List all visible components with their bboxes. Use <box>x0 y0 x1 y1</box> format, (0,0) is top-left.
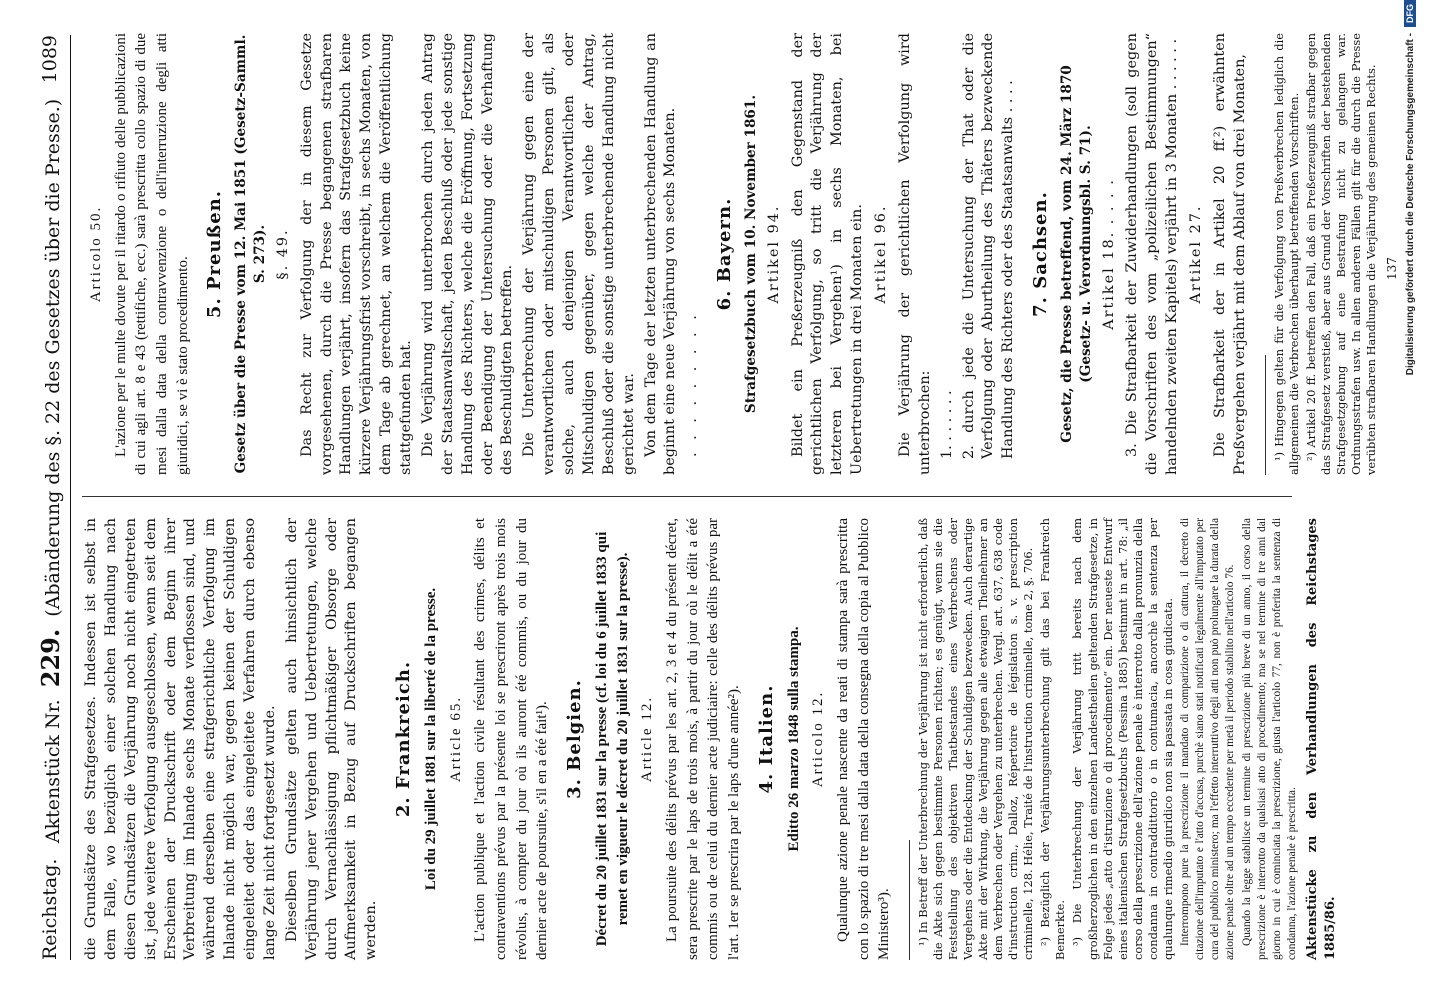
footnote-rule <box>1265 355 1266 475</box>
article-heading: §. 49. <box>274 228 291 280</box>
digitization-stamp <box>1395 0 1425 1000</box>
article-heading: Article 65. <box>447 695 464 783</box>
list-item: 1. . . . . . . <box>938 390 955 459</box>
law-title: Gesetz über die Presse vom 12. Mai 1851 (Gesetz-Samml. S. 273). <box>233 34 269 474</box>
footnote: ²) Artikel 20 ff. betreffen den Fall, daß ein Preßerzeugniß strafbar gegen das Strafgesetz verstieß, aber aus Grund der Vorschriften der bestehenden Strafgesetzgebung auf eine Bestrafung nicht zu gelangen war. Ordnungsstrafen usw. In allen anderen Fällen gilt für die durch die Presse verübten strafbaren Handlungen die Verjährung des gemeinen Rechts. <box>1303 33 1378 475</box>
footnote: ²) Bezüglich der Verjährungsunterbrechung gilt das bei Frankreich Bemerkte. <box>1038 518 1068 960</box>
paragraph: Die Unterbrechung der Verjährung gegen eine der verantwortlichen oder mitschuldigen Personen gilt, als solche, auch denjenigen Verantwortlichen oder Mitschuldigen gegenüber, gegen welche der Antrag, Beschluß oder die sonstige unterbrechende Handlung nicht gerichtet war. <box>521 33 637 475</box>
article-heading: Article 12. <box>639 695 656 783</box>
paragraph: Die Verjährung wird unterbrochen durch jeden Antrag der Staatsanwaltschaft, jeden Beschluß oder jede sonstige Handlung des Richters, welche die Eröffnung, Fortsetzung oder Beendigung der Untersuchung oder die Verhaftung des Beschuldigten betreffen. <box>419 33 516 475</box>
law-title: Gesetz, die Presse betreffend, vom 24. März 1870 (Gesetz- u. Verordnungsbl. S. 71). <box>1059 65 1094 443</box>
paragraph: Bildet ein Preßerzeugniß den Gegenstand der gerichtlichen Verfolgung, so tritt die Verjährung der letzteren bei Vergehen¹) in sechs Monaten, bei Uebertretungen in drei Monaten ein. <box>789 33 866 475</box>
paragraph: Die Strafbarkeit der in Artikel 20 ff.²) erwähnten Preßvergehen verjährt mit dem Ablauf von drei Monaten, <box>1211 33 1248 475</box>
header-prefix: Aktenstück Nr. <box>41 699 64 844</box>
stamp-text: Digitalisierung gefördert durch die Deutsche Forschungsgemeinschaft - <box>1404 33 1416 376</box>
left-column <box>82 518 1372 960</box>
paragraph: 3. Die Strafbarkeit der Zuwiderhandlungen (soll gegen die Vorschriften des vom „polizeilichen Bestimmungen“ handelnden zweiten Kapitels) verjährt in 3 Monaten . . . . . . <box>1124 33 1181 475</box>
paragraph: La poursuite des délits prévus par les art. 2, 3 et 4 du présent décret, sera prescrite par le laps de trois mois, à partir du jour où le délit a été commis ou de celui du dernier acte judiciaire: celle des délits prévus par l'art. 1er se prescrira par le laps d'une année²). <box>663 518 743 960</box>
page-number: 1089 <box>39 35 61 84</box>
header-title: (Abänderung des §. 22 des Gesetzes über die Presse.) <box>41 98 64 617</box>
closing-line: Aktenstücke zu den Verhandlungen des Reichstages 1885/86. <box>1305 518 1339 960</box>
article-heading: Artikel 27. <box>1188 204 1205 304</box>
footnote: Quando la legge stabilisce un termine di prescrizione più breve di un anno, il corso della prescrizione è interrotto da qualsiasi atto di procedimento; ma se nel termine di tre anni dal giorno in cui è cominciata la prescrizione, giusta l'articolo 77, non è proferita la sentenza di condanna, l'azione penale è prescritta. <box>1240 518 1299 960</box>
section-heading-prussia: 5. Preußen. <box>204 189 226 319</box>
article-heading: Articolo 12. <box>810 690 827 788</box>
article-heading: Artikel 96. <box>873 204 890 304</box>
list-item: 2. durch jede die Untersuchung der That oder die Verfolgung oder Aburtheilung des Thäters bezweckende Handlung des Richters oder des Staatsanwalts . . . . <box>960 33 1017 459</box>
footnote: ¹) Hingegen gelten für die Verfolgung von Preßverbrechen lediglich die allgemeinen die Verbrechen überhaupt betreffenden Vorschriften. <box>1271 33 1301 475</box>
law-title: Strafgesetzbuch vom 10. November 1861. <box>742 94 759 414</box>
article-heading: Articolo 50. <box>88 205 104 303</box>
column-divider <box>82 496 1292 497</box>
dfg-logo: DFG <box>1404 0 1416 27</box>
header-center <box>36 83 65 858</box>
page-header <box>30 35 71 960</box>
footnote: Interrompono pure la prescrizione il mandato di comparizione o di cattura, il decreto di citazione dell'imputato e l'atto d'accusa, purchè siano stati notificati legalmente all'imputato per cura del pubblico ministero; ma l'effetto interruttivo degli atti non può prolungare la durata della azione penale oltre ad un tempo eccedente per metà il periodo stabilito nell'articolo 76. <box>1178 518 1236 960</box>
footnote: ¹) In Betreff der Unterbrechung der Verjährung ist nicht erforderlich, daß die Akte sich gegen bestimmte Personen richten; es genügt, wenn sie die Feststellung des objektiven Thatbestandes eines Verbrechens oder Vergehens oder die Entdeckung der Schuldigen bezwecken. Auch derartige Akte mit der Wirkung, die Verjährung gegen alle etwaigen Theilnehmer an dem Verbrechen oder Vergehen zu unterbrechen. Vergl. art. 637, 638 code d'instruction crim., Dalloz, Répertoire de législation s. v. prescription criminelle, 128. Hélie, Traité de l'instruction criminelle, tome 2, §. 706. <box>915 518 1036 960</box>
paragraph: Qualunque azione penale nascente da reati di stampa sarà prescritta con lo spazio di tre mesi dalla data della consegna della copia al Pubblico Ministero³). <box>834 518 893 960</box>
ellipsis: . . . . . . . . . <box>684 311 701 457</box>
right-column <box>82 33 1378 475</box>
paragraph: L'action publique et l'action civile résultant des crimes, délits et contraventions prévus par la présente loi se prescriront après trois mois révolus, à compter du jour où ils auront été commis, ou du jour du dernier acte de poursuite, s'il en a été fait¹). <box>472 518 551 960</box>
law-title: Loi du 29 juillet 1881 sur la liberté de la presse. <box>422 587 439 891</box>
paragraph: Von dem Tage der letzten unterbrechenden Handlung an beginnt eine neue Verjährung von sechs Monaten. <box>642 33 679 475</box>
paragraph: L'azione per le multe dovute per il ritardo o rifiuto delle pubblicazioni di cui agli art. 8 e 43 (rettifiche, ecc.) sarà prescritta collo spazio di due mesi dalla data della contravvenzione o dell'interruzione degli atti giuridici, se vi è stato procedimento. <box>112 33 191 475</box>
paragraph: die Grundsätze des Strafgesetzes. Indessen ist selbst in dem Falle, wo bezüglich einer solchen Handlung nach diesen Grundsätzen die Verjährung noch nicht eingetreten ist, jede weitere Verfolgung ausgeschlossen, wenn seit dem Erscheinen der Druckschrift oder dem Beginn ihrer Verbreitung im Inlande sechs Monate verflossen sind, und während derselben eine strafgerichtliche Verfolgung im Inlande nicht möglich war, gegen keinen der Schuldigen eingeleitet oder das eingeleitete Verfahren durch ebenso lange Zeit nicht fortgesetzt wurde. <box>83 518 278 960</box>
article-heading: Artikel 18. . . . . <box>1100 178 1117 330</box>
section-heading-saxony: 7. Sachsen. <box>1030 191 1052 317</box>
section-heading-bavaria: 6. Bayern. <box>714 197 736 311</box>
section-heading-belgium: 3. Belgien. <box>564 679 586 799</box>
footnote-rule <box>909 840 910 960</box>
law-title: Décret du 20 juillet 1831 sur la presse (cf. loi du 6 juillet 1833 qui remet en vigueur le décret du 20 juillet 1831 sur la presse). <box>593 531 631 947</box>
bottom-page-number: 137 <box>1385 257 1399 280</box>
section-heading-france: 2. Frankreich. <box>393 660 415 818</box>
paragraph: Dieselben Grundsätze gelten auch hinsichtlich der Verjährung jener Vergehen und Uebertretungen, welche durch Vernachlässigung pflichtmäßiger Obsorge oder Aufmerksamkeit in Bezug auf Druckschriften begangen werden. <box>283 518 380 960</box>
document-number: 229. <box>35 628 65 688</box>
section-heading-italy: 4. Italien. <box>755 684 777 794</box>
paragraph: Die Verjährung der gerichtlichen Verfolgung wird unterbrochen: <box>896 33 933 475</box>
law-title: Editto 26 marzo 1848 sulla stampa. <box>785 626 802 852</box>
header-left: Reichstag. <box>39 858 61 960</box>
footnote: ³) Die Unterbrechung der Verjährung tritt bereits nach dem großherzoglichen in den einzelnen Landestheilen geltenden Strafgesetze, in Folge jedes „atto d'istruzione o di procedimento“ ein. Der neueste Entwurf eines italienischen Strafgesetzbuchs (Pessina 1885) bestimmt in art. 78: „il corso della prescrizione dell'azione penale è interrotto dalla pronunzia della condanna in contraddittorio o in contumacia, ancorchè la sentenza per qualunque rimedio giuridico non sia passata in cosa giudicata. <box>1070 518 1175 960</box>
paragraph: Das Recht zur Verfolgung der in diesem Gesetze vorgesehenen, durch die Presse begangenen strafbaren Handlungen verjährt, insofern das Strafgesetzbuch keine kürzere Verjährungsfrist vorschreibt, in sechs Monaten, von dem Tage ab gerechnet, an welchem die Veröffentlichung stattgefunden hat. <box>298 33 415 475</box>
article-heading: Artikel 94. <box>765 204 782 304</box>
